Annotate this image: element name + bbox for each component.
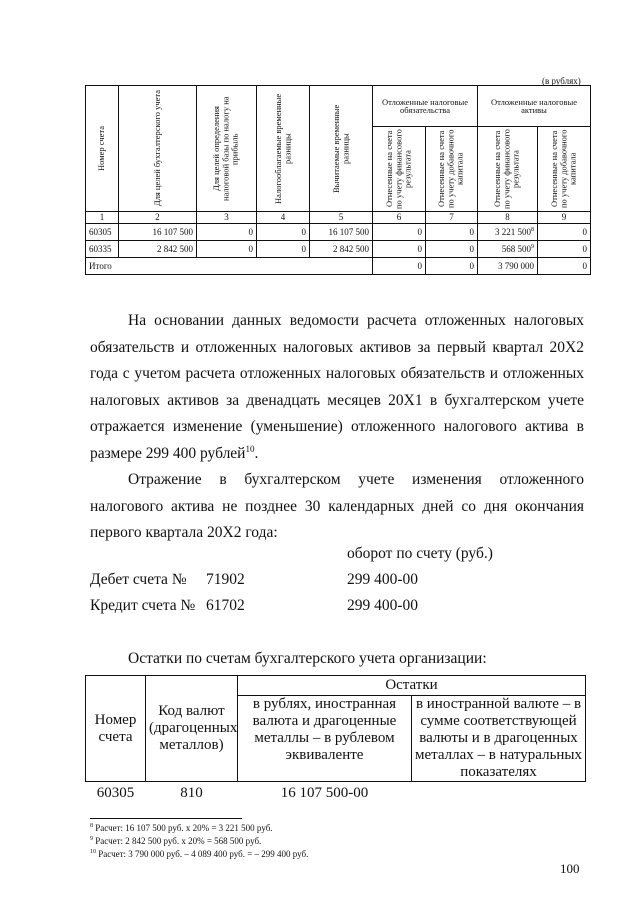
footnote-ref: 9 <box>531 243 534 250</box>
paragraph-reflection: Отражение в бухгалтерском учете изменения отложенного налогового актива не позднее 30 календарных дней со дня окончания первого квартала 20Х2 года: <box>90 471 584 541</box>
header-currency-code: Код валют (драгоценных металлов) <box>146 676 238 782</box>
header-deferred-assets: Отложенные налоговые активы <box>478 86 591 127</box>
header-tax-base: Для целей определения налоговой базы по налогу на прибыль <box>197 86 257 212</box>
footnote-divider <box>90 818 242 819</box>
footnote: $^{10}$ Расчет: 3 790 000 руб. – 4 089 400 руб. = – 299 400 руб. <box>90 849 309 859</box>
unit-note: (в рублях) <box>542 76 581 86</box>
turnover-header: оборот по счету (руб.) <box>347 545 493 562</box>
footnote-ref: 10 <box>245 443 255 454</box>
header-accounting: Для целей бухгалтерского учета <box>119 86 197 212</box>
debit-amount: 299 400-00 <box>347 571 419 588</box>
header-balances: Остатки <box>238 676 586 696</box>
header-deductible-diff: Вычитаемые временные разницы <box>310 86 373 212</box>
credit-account: 61702 <box>206 597 245 614</box>
footnote: $^9$ Расчет: 2 842 500 руб. х 20% = 568 500 руб. <box>90 836 262 846</box>
header-deferred-liabilities: Отложенные налоговые обязательства <box>373 86 478 127</box>
header-in-rubles: в рублях, иностранная валюта и драгоценные металлы – в рублевом эквиваленте <box>238 696 412 782</box>
header-in-foreign: в иностранной валюте – в сумме соответствующей валюты и в драгоценных металлах – в натуральных показателях <box>412 696 586 782</box>
credit-label: Кредит счета № <box>90 597 196 614</box>
header-asset-add-capital: Отнесенные на счета по учету добавочного капитала <box>538 127 591 212</box>
page-number: 100 <box>560 861 580 876</box>
footnote: $^8$ Расчет: 16 107 500 руб. х 20% = 3 221 500 руб. <box>90 823 273 833</box>
debit-label: Дебет счета № <box>90 571 187 588</box>
balances-table <box>85 675 586 806</box>
credit-amount: 299 400-00 <box>347 597 419 614</box>
column-index-row: 1 2 3 4 5 6 7 8 9 <box>86 212 591 224</box>
footnote-ref: 8 <box>531 226 534 233</box>
header-asset-fin-result: Отнесенные на счета по учету финансового результата <box>478 127 538 212</box>
table-row: 60305 16 107 500 0 0 16 107 500 0 0 3 221 $500^8$ 0 <box>86 224 591 241</box>
header-taxable-diff: Налогооблагаемые временные разницы <box>257 86 310 212</box>
header-account-no: Номер счета <box>86 86 119 212</box>
table-row: 60305 810 16 107 500-00 <box>96 785 369 802</box>
header-liab-fin-result: Отнесенные на счета по учету финансового результата <box>373 127 426 212</box>
header-liab-add-capital: Отнесенные на счета по учету добавочного капитала <box>426 127 478 212</box>
table-row: 60335 2 842 500 0 0 2 842 500 0 0 568 $500^9$ 0 <box>86 241 591 258</box>
debit-account: 71902 <box>206 571 245 588</box>
paragraph-deferred-change: На основании данных ведомости расчета отложенных налоговых обязательств и отложенных налоговых активов за первый квартал 20Х2 года с учетом расчета отложенных налоговых обязательств и отложенных налоговых активов за двенадцать месяцев 20Х1 в бухгалтерском учете отражается изменение (уменьшение) отложенного налогового актива в размере 299 400 рублей$^{10}$. <box>90 312 584 462</box>
table-total-row: Итого 0 0 3 790 000 0 <box>86 258 591 275</box>
deferred-tax-table <box>85 85 591 275</box>
balances-title: Остатки по счетам бухгалтерского учета организации: <box>128 650 487 667</box>
header-account-no: Номер счета <box>86 676 146 782</box>
